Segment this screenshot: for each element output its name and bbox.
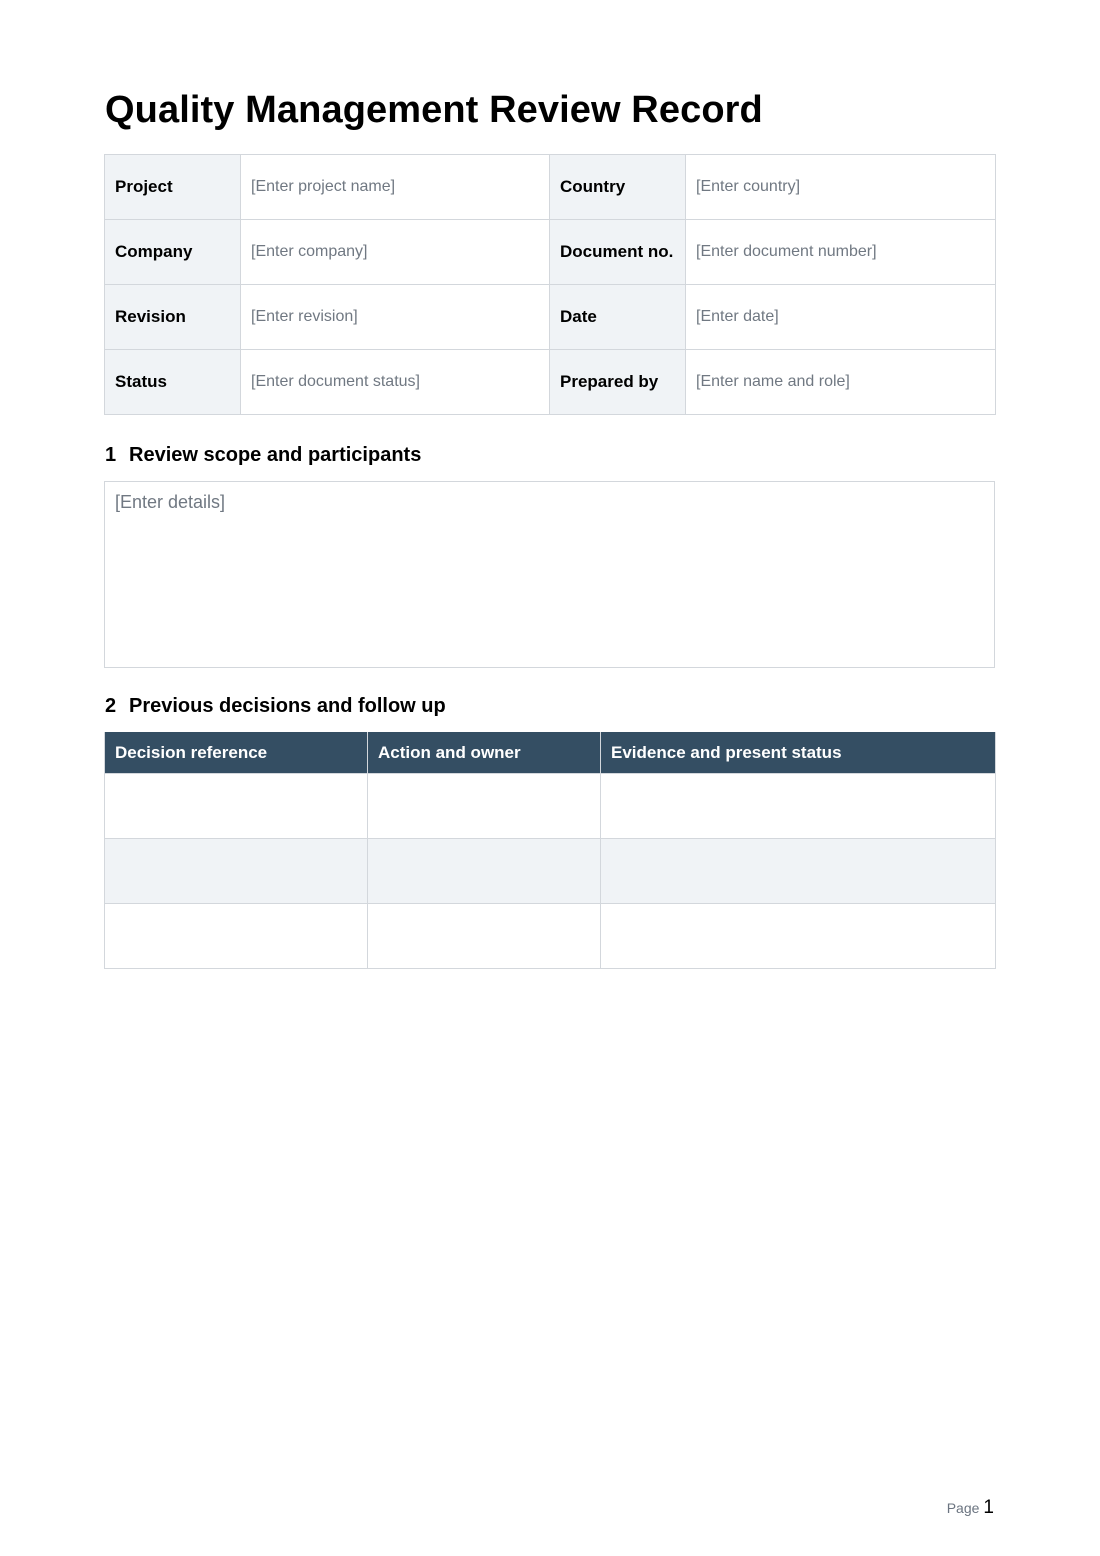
project-label: Project bbox=[105, 155, 241, 220]
revision-field[interactable]: [Enter revision] bbox=[241, 285, 550, 350]
company-label: Company bbox=[105, 220, 241, 285]
country-label: Country bbox=[550, 155, 686, 220]
table-cell[interactable] bbox=[105, 839, 368, 904]
info-row bbox=[105, 155, 996, 220]
document-title: Quality Management Review Record bbox=[105, 89, 763, 131]
date-field[interactable]: [Enter date] bbox=[686, 285, 996, 350]
column-header-decision-reference: Decision reference bbox=[105, 732, 368, 774]
revision-label: Revision bbox=[105, 285, 241, 350]
review-scope-details-field[interactable] bbox=[104, 481, 995, 668]
section-2-heading bbox=[105, 693, 446, 719]
company-field[interactable]: [Enter company] bbox=[241, 220, 550, 285]
section-2-title: Previous decisions and follow up bbox=[129, 695, 446, 717]
document-info-table bbox=[104, 154, 996, 415]
column-header-action-and-owner: Action and owner bbox=[368, 732, 601, 774]
info-row bbox=[105, 350, 996, 415]
page-footer bbox=[947, 1496, 994, 1520]
status-label: Status bbox=[105, 350, 241, 415]
project-field[interactable]: [Enter project name] bbox=[241, 155, 550, 220]
country-field[interactable]: [Enter country] bbox=[686, 155, 996, 220]
table-cell[interactable] bbox=[368, 774, 601, 839]
table-cell[interactable] bbox=[105, 774, 368, 839]
section-1-title: Review scope and participants bbox=[129, 444, 422, 466]
table-cell[interactable] bbox=[601, 839, 996, 904]
table-header-row bbox=[105, 732, 996, 774]
status-field[interactable]: [Enter document status] bbox=[241, 350, 550, 415]
table-row bbox=[105, 839, 996, 904]
info-row bbox=[105, 285, 996, 350]
previous-decisions-table bbox=[104, 732, 996, 969]
document-number-field[interactable]: [Enter document number] bbox=[686, 220, 996, 285]
details-placeholder: [Enter details] bbox=[115, 492, 226, 512]
table-cell[interactable] bbox=[105, 904, 368, 969]
table-cell[interactable] bbox=[368, 839, 601, 904]
table-cell[interactable] bbox=[601, 904, 996, 969]
info-row bbox=[105, 220, 996, 285]
prepared-by-field[interactable]: [Enter name and role] bbox=[686, 350, 996, 415]
page-number: 1 bbox=[983, 1497, 994, 1518]
date-label: Date bbox=[550, 285, 686, 350]
document-number-label: Document no. bbox=[550, 220, 686, 285]
table-row bbox=[105, 774, 996, 839]
section-1-heading bbox=[105, 442, 421, 468]
prepared-by-label: Prepared by bbox=[550, 350, 686, 415]
section-2-number: 2 bbox=[105, 695, 117, 717]
section-1-number: 1 bbox=[105, 444, 117, 466]
table-cell[interactable] bbox=[368, 904, 601, 969]
table-cell[interactable] bbox=[601, 774, 996, 839]
column-header-evidence-status: Evidence and present status bbox=[601, 732, 996, 774]
table-row bbox=[105, 904, 996, 969]
page-label: Page bbox=[946, 1500, 980, 1516]
